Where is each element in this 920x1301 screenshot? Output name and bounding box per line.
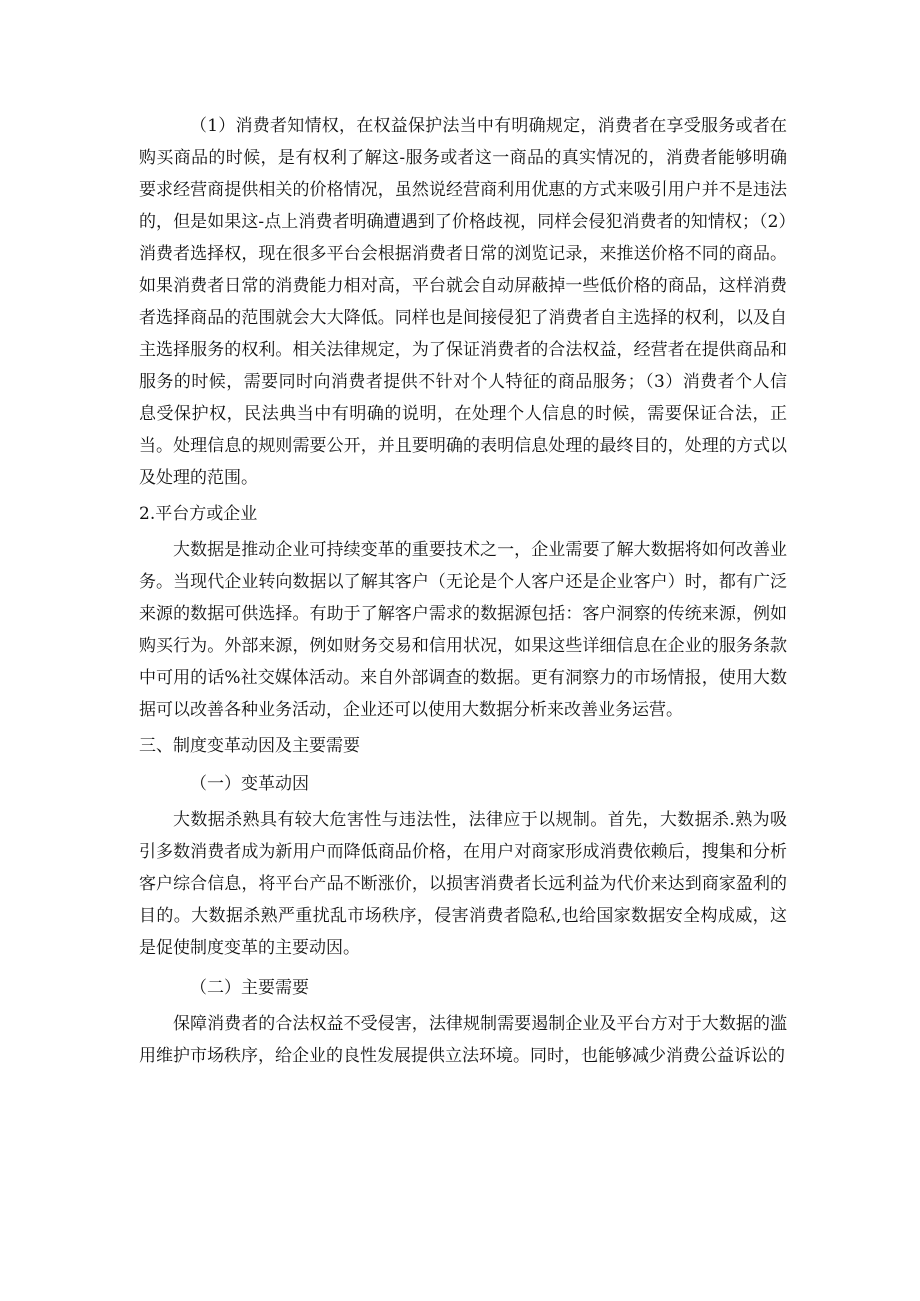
paragraph-consumer-rights: （1）消费者知情权，在权益保护法当中有明确规定，消费者在享受服务或者在购买商品的时候，是有权利了解这-服务或者这一商品的真实情况的，消费者能够明确要求经营商提供相关的价格情况，虽然说经营商利用优惠的方式来吸引用户并不是违法的，但是如果这-点上消费者明确遭遇到了价格歧视，同样会侵犯消费者的知情权；（2）消费者选择权，现在很多平台会根据消费者日常的浏览记录，来推送价格不同的商品。如果消费者日常的消费能力相对高，平台就会自动屏蔽掉一些低价格的商品，这样消费者选择商品的范围就会大大降低。同样也是间接侵犯了消费者自主选择的权利，以及自主选择服务的权利。相关法律规定，为了保证消费者的合法权益，经营者在提供商品和服务的时候，需要同时向消费者提供不针对个人特征的商品服务；（3）消费者个人信息受保护权，民法典当中有明确的说明，在处理个人信息的时候，需要保证合法，正当。处理信息的规则需要公开，并且要明确的表明信息处理的最终目的，处理的方式以及处理的范围。	[139, 116, 787, 488]
paragraph-reform-motivation: 大数据杀熟具有较大危害性与违法性，法律应于以规制。首先，大数据杀.熟为吸引多数消费者成为新用户而降低商品价格，在用户对商家形成消费依赖后，搜集和分析客户综合信息，将平台产品不断涨价，以损害消费者长远利益为代价来达到商家盈利的目的。大数据杀熟严重扰乱市场秩序，侵害消费者隐私,也给国家数据安全构成威，这是促使制度变革的主要动因。	[139, 810, 787, 958]
heading-section-three: 三、制度变革动因及主要需要	[139, 736, 360, 756]
heading-main-needs: （二）主要需要	[190, 978, 309, 998]
paragraph-big-data-enterprise: 大数据是推动企业可持续变革的重要技术之一，企业需要了解大数据将如何改善业务。当现代企业转向数据以了解其客户（无论是个人客户还是企业客户）时，都有广泛来源的数据可供选择。有助于了解客户需求的数据源包括：客户洞察的传统来源，例如购买行为。外部来源，例如财务交易和信用状况，如果这些详细信息在企业的服务条款中可用的话%社交媒体活动。来自外部调查的数据。更有洞察力的市场情报，使用大数据可以改善各种业务活动，企业还可以使用大数据分析来改善业务运营。	[139, 540, 787, 720]
heading-platform-or-enterprise: 2.平台方或企业	[139, 504, 258, 524]
heading-reform-motivation: （一）变革动因	[190, 774, 309, 794]
document-page	[139, 110, 787, 1072]
paragraph-main-needs: 保障消费者的合法权益不受侵害，法律规制需要遏制企业及平台方对于大数据的滥用维护市场秩序，给企业的良性发展提供立法环境。同时，也能够减少消费公益诉讼的	[139, 1014, 787, 1066]
